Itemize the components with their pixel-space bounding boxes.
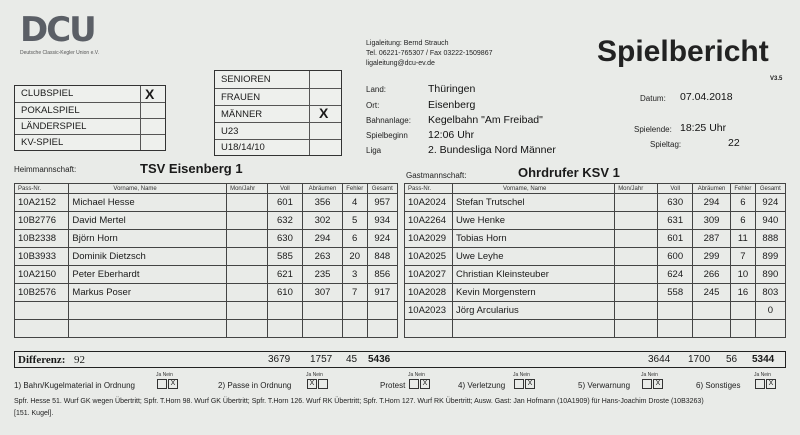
- ort-label: Ort:: [366, 101, 380, 110]
- home-cell: [227, 302, 268, 320]
- guest-cell: Uwe Leyhe: [452, 248, 614, 266]
- guest-cell: [615, 320, 658, 338]
- guest-cell: Jörg Arcularius: [452, 302, 614, 320]
- guest-cell: 299: [693, 248, 731, 266]
- home-cell: 601: [267, 194, 303, 212]
- home-cell: 20: [342, 248, 367, 266]
- footer-checkbox-ja[interactable]: [642, 379, 652, 389]
- guest-header-abr: Abräumen: [693, 184, 731, 194]
- home-cell: Michael Hesse: [69, 194, 227, 212]
- home-row: [15, 302, 398, 320]
- home-cell: [303, 302, 343, 320]
- guest-cell: 11: [730, 230, 755, 248]
- home-cell: 10B2338: [15, 230, 69, 248]
- home-total-fehler: 45: [346, 354, 358, 365]
- guest-header-voll: Voll: [658, 184, 693, 194]
- home-cell: Björn Horn: [69, 230, 227, 248]
- guest-cell: 287: [693, 230, 731, 248]
- guest-cell: 10A2024: [405, 194, 453, 212]
- guest-cell: 924: [755, 194, 785, 212]
- guest-cell: 631: [658, 212, 693, 230]
- bahn-label: Bahnanlage:: [366, 116, 411, 125]
- home-cell: 307: [303, 284, 343, 302]
- home-team-name: TSV Eisenberg 1: [140, 161, 243, 176]
- guest-cell: [615, 302, 658, 320]
- liga-value: 2. Bundesliga Nord Männer: [428, 144, 556, 156]
- home-cell: 10B3933: [15, 248, 69, 266]
- home-row: [15, 284, 398, 302]
- guest-cell: 940: [755, 212, 785, 230]
- match-type-clubspiel: CLUBSPIEL: [21, 88, 74, 99]
- home-cell: 848: [367, 248, 397, 266]
- home-table: [14, 183, 398, 338]
- home-cell: 585: [267, 248, 303, 266]
- ja-nein-label: Ja Nein: [641, 372, 658, 378]
- guest-total-fehler: 56: [726, 354, 738, 365]
- match-type-box: [14, 85, 166, 151]
- logo-subtitle: Deutsche Classic-Kegler Union e.V.: [20, 50, 100, 56]
- guest-header-pass: Pass-Nr.: [405, 184, 453, 194]
- guest-total-voll: 3644: [648, 354, 671, 365]
- guest-team-name: Ohrdrufer KSV 1: [518, 165, 620, 180]
- clubspiel-mark: X: [145, 86, 155, 102]
- contact-email: ligaleitung@dcu-ev.de: [366, 60, 435, 67]
- guest-cell: 309: [693, 212, 731, 230]
- guest-cell: 0: [755, 302, 785, 320]
- guest-cell: [615, 230, 658, 248]
- guest-cell: Uwe Henke: [452, 212, 614, 230]
- ja-nein-label: Ja Nein: [513, 372, 530, 378]
- guest-cell: [405, 320, 453, 338]
- home-cell: [342, 302, 367, 320]
- ja-nein-label: Ja Nein: [754, 372, 771, 378]
- home-cell: [227, 248, 268, 266]
- guest-header-name: Vorname, Name: [452, 184, 614, 194]
- home-cell: 632: [267, 212, 303, 230]
- home-cell: [303, 320, 343, 338]
- guest-cell: [615, 284, 658, 302]
- footer-checkbox-ja[interactable]: [157, 379, 167, 389]
- match-type-pokalspiel: POKALSPIEL: [15, 102, 165, 118]
- home-cell: Markus Poser: [69, 284, 227, 302]
- home-header-row: [15, 184, 398, 194]
- datum-label: Datum:: [640, 94, 666, 103]
- datum-value: 07.04.2018: [680, 91, 733, 103]
- footer-item-label: 2) Passe in Ordnung: [218, 381, 292, 390]
- guest-cell: 10A2029: [405, 230, 453, 248]
- guest-cell: 624: [658, 266, 693, 284]
- guest-cell: 10A2025: [405, 248, 453, 266]
- land-label: Land:: [366, 85, 387, 94]
- home-row: [15, 230, 398, 248]
- home-cell: David Mertel: [69, 212, 227, 230]
- guest-header-gesamt: Gesamt: [755, 184, 785, 194]
- home-cell: [227, 266, 268, 284]
- footer-checkbox-nein[interactable]: X: [420, 379, 430, 389]
- spieltag-label: Spieltag:: [650, 140, 682, 149]
- guest-cell: Christian Kleinsteuber: [452, 266, 614, 284]
- home-cell: [227, 284, 268, 302]
- home-cell: [227, 320, 268, 338]
- guest-cell: [452, 320, 614, 338]
- home-cell: [267, 320, 303, 338]
- home-header-pass: Pass-Nr.: [15, 184, 69, 194]
- home-cell: [227, 194, 268, 212]
- guest-cell: [615, 266, 658, 284]
- home-header-fehler: Fehler: [342, 184, 367, 194]
- ende-value: 18:25 Uhr: [680, 122, 727, 134]
- guest-cell: 630: [658, 194, 693, 212]
- guest-row: [405, 212, 786, 230]
- home-cell: 957: [367, 194, 397, 212]
- footer-checkbox-nein[interactable]: X: [766, 379, 776, 389]
- home-row: [15, 194, 398, 212]
- age-frauen: FRAUEN: [215, 88, 341, 105]
- remarks-line1: Spfr. Hesse 51. Wurf GK wegen Übertritt; Spfr. T.Horn 98. Wurf GK Übertritt; Spfr. T.Horn 126. Wurf RK Übertritt; Spfr. T.Horn 127. Wurf RK Übertritt; Ausw. Gast: Jan Hofmann (10A1909) für Hans-Joachim Droste (10B3263): [14, 398, 704, 405]
- guest-cell: [615, 248, 658, 266]
- spieltag-value: 22: [728, 137, 740, 149]
- home-cell: 10A2152: [15, 194, 69, 212]
- footer-checkbox-ja[interactable]: X: [307, 379, 317, 389]
- beginn-value: 12:06 Uhr: [428, 129, 475, 141]
- footer-checkbox-nein[interactable]: X: [525, 379, 535, 389]
- guest-cell: [730, 320, 755, 338]
- footer-item-label: 1) Bahn/Kugelmaterial in Ordnung: [14, 381, 135, 390]
- guest-cell: [693, 302, 731, 320]
- home-cell: 7: [342, 284, 367, 302]
- contact-line2: Tel. 06221-765307 / Fax 03222-1509867: [366, 50, 493, 57]
- diff-value: 92: [74, 354, 85, 366]
- age-senioren: SENIOREN: [221, 74, 271, 85]
- liga-label: Liga: [366, 146, 382, 155]
- home-header-voll: Voll: [267, 184, 303, 194]
- home-total-voll: 3679: [268, 354, 291, 365]
- footer-checkbox-nein[interactable]: [318, 379, 328, 389]
- home-total-gesamt: 5436: [368, 354, 391, 365]
- manner-mark: X: [319, 105, 329, 121]
- guest-cell: [615, 194, 658, 212]
- home-cell: Peter Eberhardt: [69, 266, 227, 284]
- ende-label: Spielende:: [634, 125, 672, 134]
- home-header-abr: Abräumen: [303, 184, 343, 194]
- guest-cell: 266: [693, 266, 731, 284]
- home-cell: [15, 302, 69, 320]
- guest-cell: 888: [755, 230, 785, 248]
- guest-cell: 10A2023: [405, 302, 453, 320]
- home-cell: [15, 320, 69, 338]
- home-cell: 924: [367, 230, 397, 248]
- guest-row: [405, 230, 786, 248]
- guest-row: [405, 302, 786, 320]
- diff-label: Differenz:: [18, 354, 66, 366]
- guest-cell: 890: [755, 266, 785, 284]
- ja-nein-label: Ja Nein: [408, 372, 425, 378]
- home-cell: 263: [303, 248, 343, 266]
- home-cell: [342, 320, 367, 338]
- footer-item-label: 6) Sonstiges: [696, 381, 741, 390]
- guest-cell: 10: [730, 266, 755, 284]
- home-cell: [367, 320, 397, 338]
- guest-cell: 6: [730, 194, 755, 212]
- home-label: Heimmannschaft:: [14, 165, 77, 174]
- home-cell: [367, 302, 397, 320]
- ja-nein-label: Ja Nein: [156, 372, 173, 378]
- home-cell: 356: [303, 194, 343, 212]
- home-total-abr: 1757: [310, 354, 333, 365]
- age-u18: U18/14/10: [215, 139, 341, 155]
- age-u23: U23: [215, 122, 341, 139]
- home-cell: 5: [342, 212, 367, 230]
- guest-cell: Kevin Morgenstern: [452, 284, 614, 302]
- age-manner: MÄNNER: [215, 105, 341, 122]
- guest-total-gesamt: 5344: [752, 354, 775, 365]
- footer-item-label: Protest: [380, 381, 406, 390]
- guest-cell: 10A2028: [405, 284, 453, 302]
- guest-cell: 10A2264: [405, 212, 453, 230]
- home-header-monjahr: Mon/Jahr: [227, 184, 268, 194]
- guest-header-monjahr: Mon/Jahr: [615, 184, 658, 194]
- home-cell: 856: [367, 266, 397, 284]
- home-cell: 3: [342, 266, 367, 284]
- home-cell: 10B2576: [15, 284, 69, 302]
- guest-cell: [730, 302, 755, 320]
- guest-header-row: [405, 184, 786, 194]
- guest-cell: Stefan Trutschel: [452, 194, 614, 212]
- home-cell: 235: [303, 266, 343, 284]
- dcu-logo: DCU: [20, 10, 95, 50]
- guest-cell: 899: [755, 248, 785, 266]
- home-row: [15, 248, 398, 266]
- guest-cell: [755, 320, 785, 338]
- home-cell: 934: [367, 212, 397, 230]
- page-title: Spielbericht: [597, 35, 769, 68]
- home-cell: [69, 302, 227, 320]
- match-type-kvspiel: KV-SPIEL: [15, 134, 165, 150]
- footer-item-label: 5) Verwarnung: [578, 381, 631, 390]
- guest-table: [404, 183, 786, 338]
- home-cell: 610: [267, 284, 303, 302]
- guest-row: [405, 320, 786, 338]
- guest-row: [405, 194, 786, 212]
- guest-label: Gastmannschaft:: [406, 171, 467, 180]
- home-cell: 302: [303, 212, 343, 230]
- guest-cell: 16: [730, 284, 755, 302]
- home-cell: 621: [267, 266, 303, 284]
- age-group-box: [214, 70, 342, 156]
- home-row: [15, 320, 398, 338]
- guest-cell: 6: [730, 212, 755, 230]
- home-cell: 10A2150: [15, 266, 69, 284]
- guest-cell: 600: [658, 248, 693, 266]
- guest-total-abr: 1700: [688, 354, 711, 365]
- remarks-line2: [151. Kugel].: [14, 410, 54, 417]
- guest-cell: [693, 320, 731, 338]
- home-header-name: Vorname, Name: [69, 184, 227, 194]
- home-cell: 6: [342, 230, 367, 248]
- ort-value: Eisenberg: [428, 99, 476, 111]
- guest-cell: 7: [730, 248, 755, 266]
- home-row: [15, 212, 398, 230]
- home-cell: [227, 212, 268, 230]
- beginn-label: Spielbeginn: [366, 131, 408, 140]
- footer-checkbox-ja[interactable]: [755, 379, 765, 389]
- home-cell: [69, 320, 227, 338]
- home-cell: 917: [367, 284, 397, 302]
- home-header-gesamt: Gesamt: [367, 184, 397, 194]
- home-cell: Dominik Dietzsch: [69, 248, 227, 266]
- guest-row: [405, 284, 786, 302]
- guest-cell: 558: [658, 284, 693, 302]
- guest-cell: 245: [693, 284, 731, 302]
- guest-cell: [615, 212, 658, 230]
- contact-line1: Ligaleitung: Bernd Strauch: [366, 40, 449, 47]
- home-cell: [267, 302, 303, 320]
- guest-row: [405, 248, 786, 266]
- footer-item-label: 4) Verletzung: [458, 381, 506, 390]
- guest-header-fehler: Fehler: [730, 184, 755, 194]
- guest-cell: 294: [693, 194, 731, 212]
- home-cell: 4: [342, 194, 367, 212]
- guest-cell: 803: [755, 284, 785, 302]
- home-cell: 10B2776: [15, 212, 69, 230]
- home-cell: [227, 230, 268, 248]
- home-cell: 294: [303, 230, 343, 248]
- home-cell: 630: [267, 230, 303, 248]
- guest-cell: Tobias Horn: [452, 230, 614, 248]
- match-type-landerspiel: LÄNDERSPIEL: [15, 118, 165, 134]
- footer-checkbox-nein[interactable]: X: [168, 379, 178, 389]
- home-row: [15, 266, 398, 284]
- footer-checkbox-nein[interactable]: X: [653, 379, 663, 389]
- ja-nein-label: Ja Nein: [306, 372, 323, 378]
- guest-row: [405, 266, 786, 284]
- footer-checkbox-ja[interactable]: [409, 379, 419, 389]
- version: V3.5: [770, 76, 783, 82]
- guest-cell: 601: [658, 230, 693, 248]
- guest-cell: [658, 302, 693, 320]
- bahn-value: Kegelbahn "Am Freibad": [428, 114, 543, 126]
- guest-cell: [658, 320, 693, 338]
- guest-cell: 10A2027: [405, 266, 453, 284]
- land-value: Thüringen: [428, 83, 476, 95]
- footer-checkbox-ja[interactable]: [514, 379, 524, 389]
